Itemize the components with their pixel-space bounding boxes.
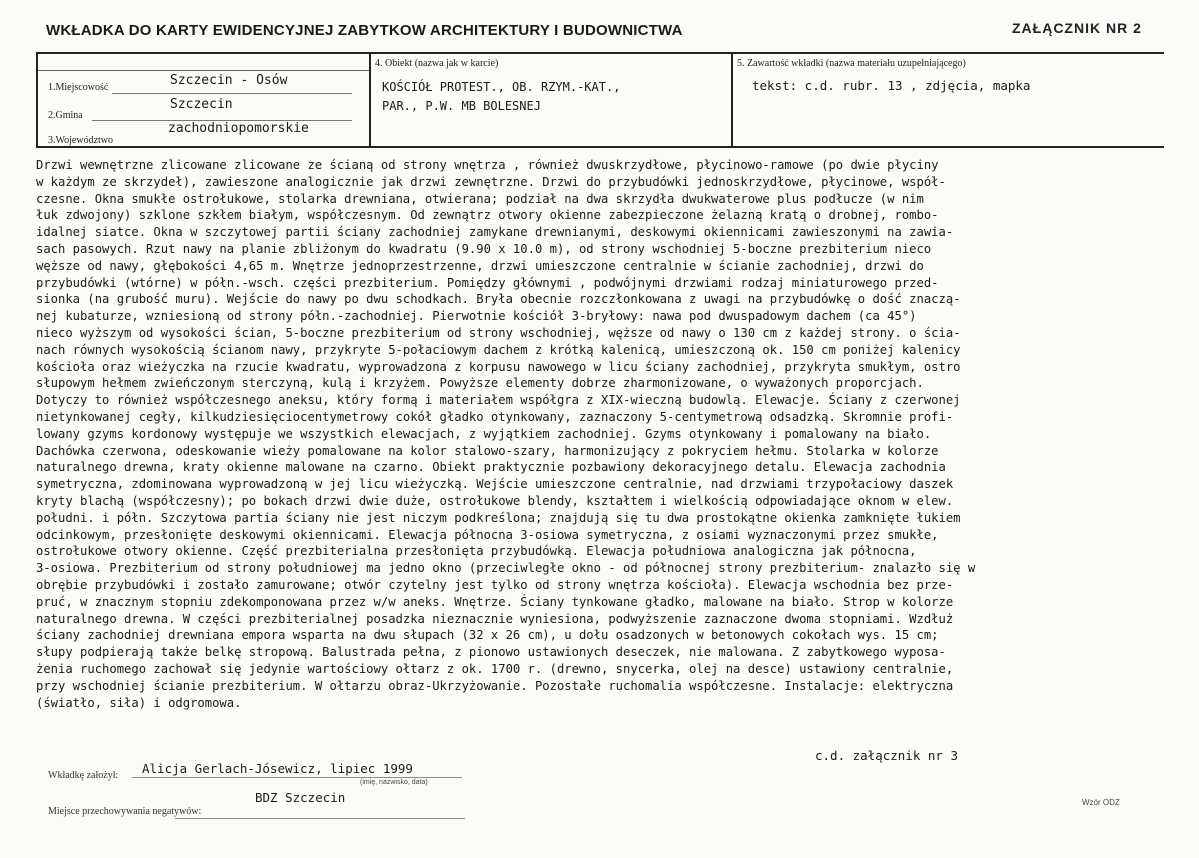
text-line: sionka (na grubość muru). Wejście do nawy po dwu schodkach. Bryła obecnie rozczłonkowana z uwagi na przybudówkę o dość znaczą- (36, 292, 961, 307)
text-line: 3-osiowa. Prezbiterium od strony południowej ma jedno okno (przeciwległe okno - od północnej strony prezbiterium- znalazło się w (36, 561, 976, 576)
storage-value: BDZ Szczecin (255, 790, 346, 805)
text-line: Dotyczy to również współczesnego aneksu, który formą i materiałem współgra z XIX-wieczną budowlą. Elewacje. Ściany z czerwonej (36, 393, 961, 408)
text-line: odcinkowym, przesłonięte deskowymi okiennicami. Elewacja północna 3-osiowa symetryczna, z osiami wyznaczonymi przez smukłe, (36, 527, 939, 542)
text-line: kościoła oraz wieżyczka na rzucie kwadratu, wyprowadzona z korpusu nawowego w licu ściany zachodniej, przykryta smukłym, ostro (36, 359, 961, 374)
text-line: słupy podpierają także belkę stropową. Balustrada pełna, z pionowo ustawionych deseczek, nie malowana. Z zabytkowego wyposa- (36, 645, 946, 660)
text-line: nieco wyższym od wysokości ścian, 5-boczne prezbiterium od strony wschodniej, węższe od nawy o 130 cm z każdej strony. o ścia- (36, 325, 961, 340)
text-line: obrębie przybudówki i zostało zamurowane; otwór czytelny jest tylko od strony wnętrza kościoła). Elewacja wschodnia bez prze- (36, 577, 954, 592)
author-hint: (imię, nazwisko, data) (360, 779, 428, 786)
obiekt-label: 4. Obiekt (nazwa jak w karcie) (375, 58, 499, 69)
text-line: ostrołukowe otwory okienne. Część prezbiterialna przesłonięta przybudówką. Elewacja południowa analogiczna jak północna, (36, 544, 917, 559)
attachment-number: ZAŁĄCZNIK NR 2 (1012, 20, 1142, 36)
text-line: ściany zachodniej drewniana empora wsparta na dwu słupach (32 x 26 cm), u dołu osadzonych w betonowych cokołach wys. 15 cm; (36, 628, 939, 643)
text-line: idalnej siatce. Okna w szczytowej partii ściany zachodniej zamykane drewnianymi, deskowymi okiennicami zawieszonymi na zawia- (36, 225, 954, 240)
wojewodztwo-value: zachodniopomorskie (168, 121, 309, 136)
text-line: sach pasowych. Rzut nawy na planie zbliżonym do kwadratu (9.90 x 10.0 m), od strony wschodniej 5-boczne prezbiterium nieco (36, 241, 932, 256)
text-line: w każdym ze skrzydeł), zawieszone analogicznie jak drzwi zewnętrzne. Drzwi do przybudówki jednoskrzydłowe, płycinowe, współ- (36, 174, 946, 189)
text-line: (światło, siła) i odgromowa. (36, 695, 242, 710)
storage-label: Miejsce przechowywania negatywów: (48, 806, 202, 817)
text-line: czesne. Okna smukłe ostrołukowe, stolarka drewniana, otwierana; podział na dwa skrzydła dwukwaterowe plus podłucze (w nim (36, 191, 924, 206)
text-line: słupowym hełmem zwieńczonym sterczyną, kulą i krzyżem. Powyższe elementy dobrze zharmonizowane, o wyważonych proporcjach. (36, 376, 924, 391)
text-line: symetryczna, zdominowana wyprowadzoną w jej licu wieżyczką. Wejście umieszczone centralnie, nad drzwiami trzypołaciowy daszek (36, 477, 954, 492)
text-line: Drzwi wewnętrzne zlicowane zlicowane ze ścianą od strony wnętrza , również dwuskrzydłowe, płycinowo-ramowe (po dwie płyciny (36, 158, 939, 172)
obiekt-line-2: PAR., P.W. MB BOLESNEJ (382, 99, 541, 113)
author-underline (132, 777, 462, 778)
text-line: Dachówka czerwona, odeskowanie wieży pomalowane na kolor stalowo-szary, harmonizujący z pokryciem hełmu. Stolarka w kolorze (36, 443, 939, 458)
header-rule (36, 52, 1164, 54)
text-line: pruć, w znacznym stopniu zdekomponowana przez w/w aneks. Wnętrze. Ściany tynkowane gładko, malowane na biało. Strop w kolorze (36, 594, 954, 609)
text-line: naturalnego drewna. W części prezbiterialnej posadzka nieznacznie wyniesiona, podwyższenie zaznaczone dwoma stopniami. Wzdłuż (36, 611, 954, 626)
author-value: Alicja Gerlach-Jósewicz, lipiec 1999 (142, 761, 413, 776)
miejscowosc-underline (112, 93, 352, 94)
text-line: nietynkowanej cegły, kilkudziesięciocentymetrowy cokół gładko otynkowany, zaznaczony 5-centymetrową odsadzką. Skromnie profi- (36, 409, 954, 424)
form-divider-2 (731, 52, 733, 147)
gmina-label: 2.Gmina (48, 110, 83, 121)
text-line: przy wschodniej ścianie prezbiterium. W ołtarzu obraz-Ukrzyżowanie. Pozostałe ruchomalia współczesne. Instalacje: elektryczna (36, 678, 954, 693)
form-divider-1 (369, 52, 371, 147)
form-left-border (36, 52, 38, 147)
text-line: łuk zdwojony) szklone szkłem białym, współczesnym. Od zewnątrz otwory okienne zabezpieczone żelazną kratą o drobnej, rombo- (36, 208, 939, 223)
text-line: naturalnego drewna, kraty okienne malowane na czarno. Obiekt praktycznie pozbawiony dekoracyjnego detalu. Elewacja zachodnia (36, 460, 946, 475)
form-code: Wzór ODZ (1082, 798, 1120, 807)
storage-underline (175, 818, 465, 819)
author-label: Wkładkę założył: (48, 770, 119, 781)
form-row-rule (36, 70, 369, 71)
text-line: żenia ruchomego zachował się jedynie wartościowy ołtarz z ok. 1700 r. (drewno, snycerka, olej na desce) ustawiony centralnie, (36, 661, 954, 676)
zawartosc-label: 5. Zawartość wkładki (nazwa materiału uzupełniającego) (737, 58, 966, 69)
wojewodztwo-label: 3.Województwo (48, 135, 114, 146)
gmina-value: Szczecin (170, 97, 233, 112)
continuation-note: c.d. załącznik nr 3 (815, 748, 958, 763)
text-line: lowany gzyms kordonowy występuje we wszystkich elewacjach, z wyjątkiem zachodniej. Gzyms otynkowany i pomalowany na biało. (36, 426, 932, 441)
miejscowosc-value: Szczecin - Osów (170, 73, 288, 88)
text-line: nej kubaturze, wzniesioną od strony półn.-zachodniej. Pierwotnie kościół 3-bryłowy: nawa pod dwuspadowym dachem (ca 45°) (36, 309, 917, 324)
text-line: południ. i półn. Szczytowa partia ściany nie jest niczym podkreślona; znajdują się tu dwa prostokątne okienka zamknięte łukiem (36, 510, 961, 525)
zawartosc-value: tekst: c.d. rubr. 13 , zdjęcia, mapka (752, 78, 1031, 93)
text-line: kryty blachą (współczesny); po bokach drzwi dwie duże, ostrołukowe blendy, kształtem i wielkością odpowiadające oknom w elew. (36, 493, 954, 508)
description-text (36, 157, 1192, 711)
form-bottom-rule (36, 146, 1164, 148)
obiekt-line-1: KOŚCIÓŁ PROTEST., OB. RZYM.-KAT., (382, 80, 621, 94)
text-line: nach równych wysokością ścianom nawy, przykryte 5-połaciowym dachem z krótką kalenicą, umieszczoną ok. 150 cm poniżej kalenicy (36, 342, 961, 357)
text-line: przybudówki (wtórne) w półn.-wsch. części prezbiterium. Pomiędzy głównymi , podwójnymi drzwiami rodzaj miniaturowego przed- (36, 275, 939, 290)
text-line: węższe od nawy, głębokości 4,65 m. Wnętrze jednoprzestrzenne, drzwi umieszczone centralnie w ścianie zachodniej, drzwi do (36, 258, 924, 273)
miejscowosc-label: 1.Miejscowość (48, 82, 109, 93)
document-title: WKŁADKA DO KARTY EWIDENCYJNEJ ZABYTKOW ARCHITEKTURY I BUDOWNICTWA (46, 22, 683, 39)
